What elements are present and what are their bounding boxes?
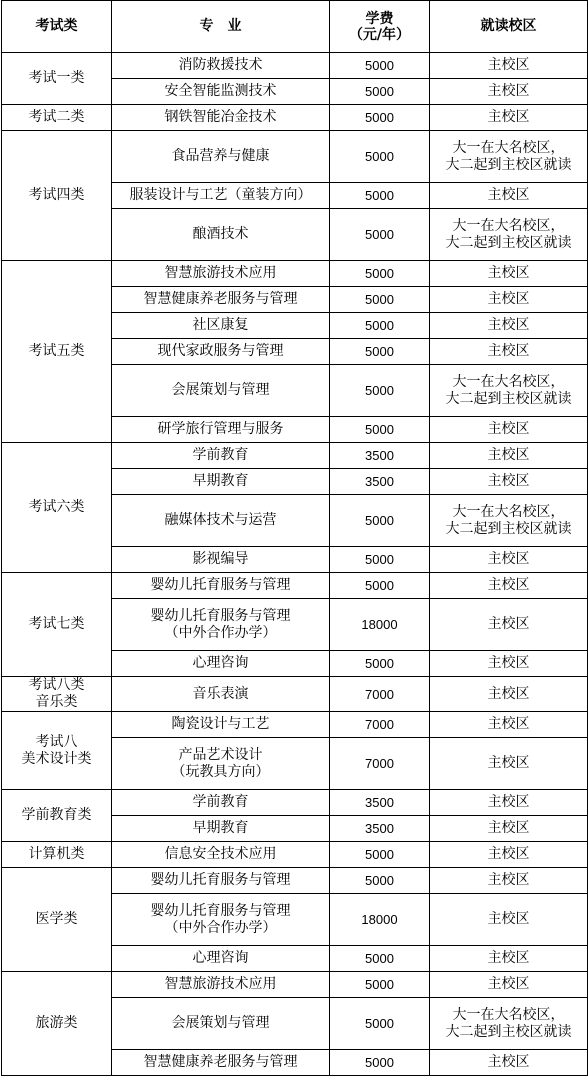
table-row bbox=[2, 842, 588, 868]
major-cell: 融媒体技术与运营 bbox=[112, 495, 330, 547]
campus-cell: 主校区 bbox=[430, 972, 588, 998]
major-cell: 音乐表演 bbox=[112, 677, 330, 712]
category-cell: 考试四类 bbox=[2, 131, 112, 261]
header-fee-line2: （元/年） bbox=[348, 26, 411, 43]
table-row bbox=[2, 573, 588, 599]
major-cell: 婴幼儿托育服务与管理 （中外合作办学） bbox=[112, 894, 330, 946]
major-cell: 陶瓷设计与工艺 bbox=[112, 712, 330, 738]
category-cell: 考试一类 bbox=[2, 53, 112, 105]
campus-cell: 主校区 bbox=[430, 105, 588, 131]
campus-cell: 主校区 bbox=[430, 738, 588, 790]
fee-cell: 7000 bbox=[330, 712, 430, 738]
header-major: 专 业 bbox=[112, 1, 330, 53]
table-row bbox=[2, 105, 588, 131]
fee-cell: 5000 bbox=[330, 287, 430, 313]
major-cell: 婴幼儿托育服务与管理 （中外合作办学） bbox=[112, 599, 330, 651]
campus-cell: 主校区 bbox=[430, 339, 588, 365]
table-row bbox=[2, 131, 588, 183]
major-cell: 信息安全技术应用 bbox=[112, 842, 330, 868]
header-category: 考试类 bbox=[2, 1, 112, 53]
major-cell: 服装设计与工艺（童装方向） bbox=[112, 183, 330, 209]
category-cell: 考试五类 bbox=[2, 261, 112, 443]
header-row bbox=[2, 1, 588, 53]
campus-cell: 主校区 bbox=[430, 868, 588, 894]
fee-cell: 5000 bbox=[330, 547, 430, 573]
major-cell: 会展策划与管理 bbox=[112, 998, 330, 1050]
campus-cell: 主校区 bbox=[430, 261, 588, 287]
campus-cell: 大一在大名校区， 大二起到主校区就读 bbox=[430, 998, 588, 1050]
fee-cell: 18000 bbox=[330, 894, 430, 946]
campus-cell: 大一在大名校区， 大二起到主校区就读 bbox=[430, 365, 588, 417]
major-cell: 影视编导 bbox=[112, 547, 330, 573]
major-cell: 早期教育 bbox=[112, 469, 330, 495]
fee-cell: 5000 bbox=[330, 313, 430, 339]
table-row bbox=[2, 868, 588, 894]
category-cell: 考试七类 bbox=[2, 573, 112, 677]
fee-cell: 5000 bbox=[330, 261, 430, 287]
campus-cell: 主校区 bbox=[430, 599, 588, 651]
major-cell: 智慧健康养老服务与管理 bbox=[112, 1050, 330, 1076]
major-cell: 研学旅行管理与服务 bbox=[112, 417, 330, 443]
category-cell: 考试八类 音乐类 bbox=[2, 677, 112, 712]
fee-cell: 5000 bbox=[330, 105, 430, 131]
fee-cell: 3500 bbox=[330, 816, 430, 842]
fee-cell: 5000 bbox=[330, 868, 430, 894]
fee-cell: 5000 bbox=[330, 131, 430, 183]
fee-cell: 7000 bbox=[330, 738, 430, 790]
fee-cell: 5000 bbox=[330, 183, 430, 209]
major-cell: 心理咨询 bbox=[112, 651, 330, 677]
major-cell: 婴幼儿托育服务与管理 bbox=[112, 868, 330, 894]
fee-cell: 5000 bbox=[330, 79, 430, 105]
header-campus: 就读校区 bbox=[430, 1, 588, 53]
major-cell: 智慧旅游技术应用 bbox=[112, 261, 330, 287]
major-cell: 学前教育 bbox=[112, 790, 330, 816]
campus-cell: 主校区 bbox=[430, 651, 588, 677]
table-body bbox=[2, 53, 588, 1076]
fee-cell: 5000 bbox=[330, 339, 430, 365]
major-cell: 食品营养与健康 bbox=[112, 131, 330, 183]
campus-cell: 主校区 bbox=[430, 1050, 588, 1076]
campus-cell: 大一在大名校区， 大二起到主校区就读 bbox=[430, 209, 588, 261]
major-cell: 产品艺术设计 （玩教具方向） bbox=[112, 738, 330, 790]
campus-cell: 主校区 bbox=[430, 443, 588, 469]
campus-cell: 主校区 bbox=[430, 842, 588, 868]
major-cell: 心理咨询 bbox=[112, 946, 330, 972]
major-cell: 学前教育 bbox=[112, 443, 330, 469]
fee-cell: 5000 bbox=[330, 946, 430, 972]
major-cell: 安全智能监测技术 bbox=[112, 79, 330, 105]
table-row bbox=[2, 712, 588, 738]
header-fee bbox=[330, 1, 430, 53]
campus-cell: 主校区 bbox=[430, 712, 588, 738]
header-fee-line1: 学费 bbox=[365, 10, 394, 27]
category-cell: 学前教育类 bbox=[2, 790, 112, 842]
major-cell: 社区康复 bbox=[112, 313, 330, 339]
campus-cell: 主校区 bbox=[430, 287, 588, 313]
campus-cell: 大一在大名校区， 大二起到主校区就读 bbox=[430, 495, 588, 547]
table-row bbox=[2, 790, 588, 816]
category-cell: 考试二类 bbox=[2, 105, 112, 131]
fee-cell: 3500 bbox=[330, 443, 430, 469]
campus-cell: 主校区 bbox=[430, 417, 588, 443]
fee-cell: 3500 bbox=[330, 469, 430, 495]
major-cell: 现代家政服务与管理 bbox=[112, 339, 330, 365]
campus-cell: 主校区 bbox=[430, 677, 588, 712]
fee-cell: 7000 bbox=[330, 677, 430, 712]
tuition-table bbox=[1, 0, 588, 1076]
campus-cell: 大一在大名校区， 大二起到主校区就读 bbox=[430, 131, 588, 183]
fee-cell: 5000 bbox=[330, 573, 430, 599]
table-row bbox=[2, 443, 588, 469]
major-cell: 早期教育 bbox=[112, 816, 330, 842]
campus-cell: 主校区 bbox=[430, 573, 588, 599]
fee-cell: 5000 bbox=[330, 1050, 430, 1076]
campus-cell: 主校区 bbox=[430, 183, 588, 209]
category-cell: 计算机类 bbox=[2, 842, 112, 868]
campus-cell: 主校区 bbox=[430, 790, 588, 816]
major-cell: 智慧旅游技术应用 bbox=[112, 972, 330, 998]
campus-cell: 主校区 bbox=[430, 313, 588, 339]
major-cell: 智慧健康养老服务与管理 bbox=[112, 287, 330, 313]
category-cell: 旅游类 bbox=[2, 972, 112, 1076]
campus-cell: 主校区 bbox=[430, 547, 588, 573]
campus-cell: 主校区 bbox=[430, 816, 588, 842]
fee-cell: 5000 bbox=[330, 651, 430, 677]
table-row bbox=[2, 53, 588, 79]
campus-cell: 主校区 bbox=[430, 469, 588, 495]
major-cell: 酿酒技术 bbox=[112, 209, 330, 261]
fee-cell: 5000 bbox=[330, 53, 430, 79]
fee-cell: 5000 bbox=[330, 365, 430, 417]
campus-cell: 主校区 bbox=[430, 894, 588, 946]
major-cell: 婴幼儿托育服务与管理 bbox=[112, 573, 330, 599]
fee-cell: 3500 bbox=[330, 790, 430, 816]
campus-cell: 主校区 bbox=[430, 53, 588, 79]
category-cell: 考试六类 bbox=[2, 443, 112, 573]
category-cell: 考试八 美术设计类 bbox=[2, 712, 112, 790]
major-cell: 会展策划与管理 bbox=[112, 365, 330, 417]
major-cell: 钢铁智能冶金技术 bbox=[112, 105, 330, 131]
major-cell: 消防救援技术 bbox=[112, 53, 330, 79]
table-row bbox=[2, 261, 588, 287]
category-cell: 医学类 bbox=[2, 868, 112, 972]
fee-cell: 5000 bbox=[330, 842, 430, 868]
fee-cell: 5000 bbox=[330, 998, 430, 1050]
campus-cell: 主校区 bbox=[430, 946, 588, 972]
fee-cell: 5000 bbox=[330, 417, 430, 443]
fee-cell: 5000 bbox=[330, 972, 430, 998]
table-row bbox=[2, 972, 588, 998]
fee-cell: 5000 bbox=[330, 209, 430, 261]
table-row bbox=[2, 677, 588, 712]
fee-cell: 18000 bbox=[330, 599, 430, 651]
campus-cell: 主校区 bbox=[430, 79, 588, 105]
fee-cell: 5000 bbox=[330, 495, 430, 547]
